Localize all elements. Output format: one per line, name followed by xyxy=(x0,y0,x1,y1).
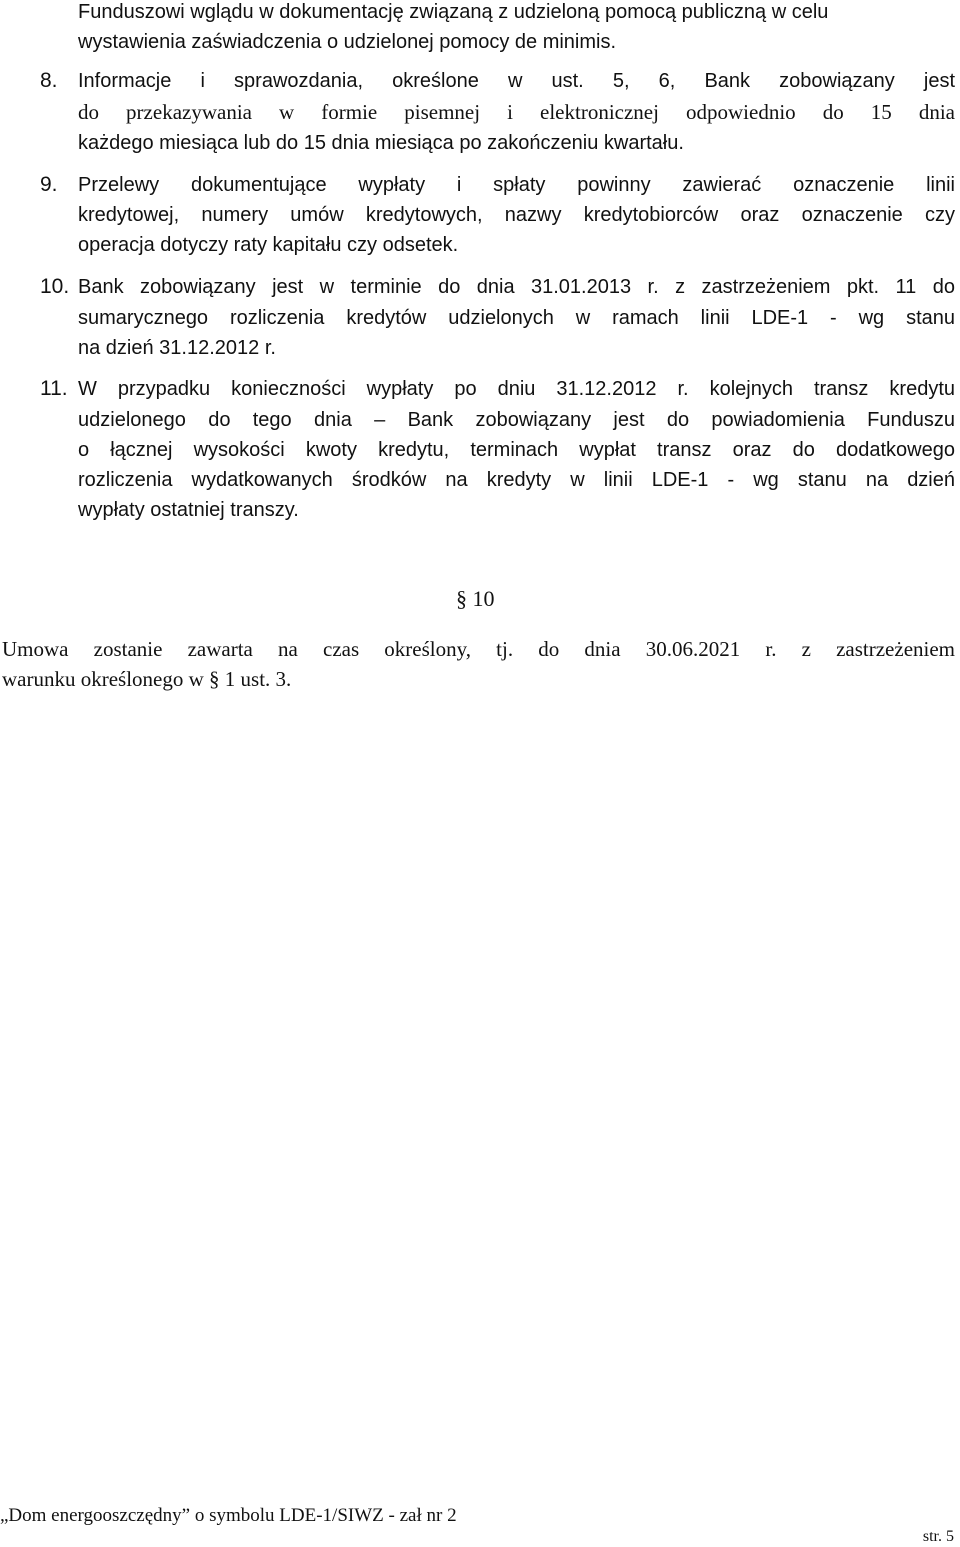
item-9-line-1: Przelewy dokumentujące wypłaty i spłaty powinny zawierać oznaczenie linii xyxy=(78,174,955,196)
section-line-1: Umowa zostanie zawarta na czas określony, tj. do dnia 30.06.2021 r. z zastrzeżeniem xyxy=(2,637,955,661)
page-footer: „Dom energooszczędny” o symbolu LDE-1/SIWZ - zał nr 2 xyxy=(0,1505,457,1526)
item-8-number: 8. xyxy=(40,69,58,92)
section-line-2: warunku określonego w § 1 ust. 3. xyxy=(2,667,292,691)
item-11-line-2: udzielonego do tego dnia – Bank zobowiązany jest do powiadomienia Funduszu xyxy=(78,409,955,431)
intro-line-1: Funduszowi wglądu w dokumentację związaną z udzieloną pomocą publiczną w celu xyxy=(78,1,829,23)
section-heading: § 10 xyxy=(456,586,495,611)
item-11-line-1: W przypadku konieczności wypłaty po dniu 31.12.2012 r. kolejnych transz kredytu xyxy=(78,378,955,400)
item-10-number: 10. xyxy=(40,275,70,298)
item-8-line-3: każdego miesiąca lub do 15 dnia miesiąca po zakończeniu kwartału. xyxy=(78,132,684,154)
item-10-line-3: na dzień 31.12.2012 r. xyxy=(78,337,276,359)
intro-line-2: wystawienia zaświadczenia o udzielonej pomocy de minimis. xyxy=(78,31,617,53)
item-11-line-4: rozliczenia wydatkowanych środków na kredyty w linii LDE-1 - wg stanu na dzień xyxy=(78,469,955,491)
item-11-line-5: wypłaty ostatniej transzy. xyxy=(78,499,299,521)
item-8-line-1: Informacje i sprawozdania, określone w ust. 5, 6, Bank zobowiązany jest xyxy=(78,70,955,92)
item-10-line-2: sumarycznego rozliczenia kredytów udzielonych w ramach linii LDE-1 - wg stanu xyxy=(78,307,955,329)
item-8-line-2: do przekazywania w formie pisemnej i elektronicznej odpowiednio do 15 dnia xyxy=(78,100,955,124)
item-11-line-3: o łącznej wysokości kwoty kredytu, terminach wypłat transz oraz do dodatkowego xyxy=(78,439,955,461)
item-10-line-1: Bank zobowiązany jest w terminie do dnia 31.01.2013 r. z zastrzeżeniem pkt. 11 do xyxy=(78,276,955,298)
item-9-line-3: operacja dotyczy raty kapitału czy odsetek. xyxy=(78,234,459,256)
item-9-line-2: kredytowej, numery umów kredytowych, nazwy kredytobiorców oraz oznaczenie czy xyxy=(78,204,955,226)
item-11-number: 11. xyxy=(40,377,68,400)
item-9-number: 9. xyxy=(40,173,58,196)
page-number: str. 5 xyxy=(922,1528,954,1545)
